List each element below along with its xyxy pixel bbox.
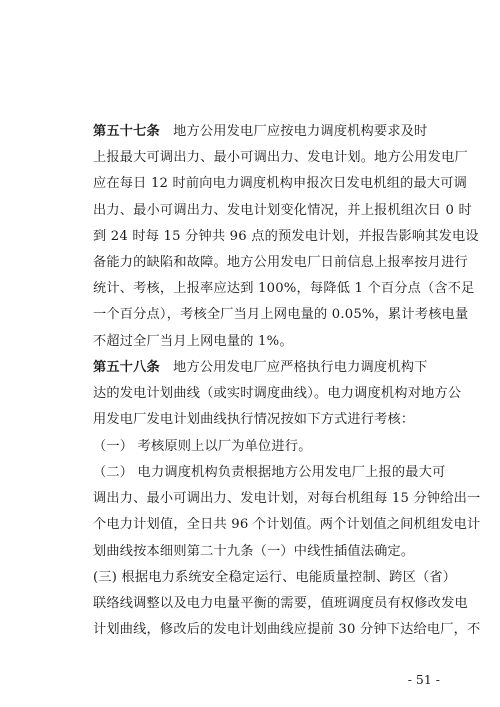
article-57-line-4: 出力、最小可调出力、发电计划变化情况，并上报机组次日 0 时 [93,202,472,218]
article-57-line-7: 统计、考核，上报率应达到 100%，每降低 1 个百分点（含不足 [93,281,475,297]
article-57-line-8: 一个百分点），考核全厂当月上网电量的 0.05%，累计考核电量 [93,307,469,323]
article-57-line-2: 上报最大可调出力、最小可调出力、发电计划。地方公用发电厂 [93,150,468,166]
article-57-line-3: 应在每日 12 时前向电力调度机构申报次日发电机组的最大可调 [93,176,468,192]
article-58-paragraph [93,355,462,434]
item-3-line-3: 计划曲线，修改后的发电计划曲线应提前 30 分钟下达给电厂，不 [93,622,481,638]
article-58-line-3: 用发电厂发电计划曲线执行情况按如下方式进行考核： [93,412,415,428]
page-number: - 51 - [407,672,440,687]
item-2-line-4: 划曲线按本细则第二十九条（一）中线性插值法确定。 [93,543,415,559]
item-1-paragraph [93,434,423,460]
item-2-line-3: 个电力计划值，全日共 96 个计划值。两个计划值之间机组发电计 [93,517,481,533]
item-1-line-1: （一） 考核原则上以厂为单位进行。 [93,439,312,454]
article-58-line-2: 达的发电计划曲线（或实时调度曲线）。电力调度机构对地方公 [93,386,462,402]
article-57-paragraph [93,119,479,355]
item-2-line-1: （二） 电力调度机构负责根据地方公用发电厂上报的最大可 [93,465,446,480]
item-3-line-2: 联络线调整以及电力电量平衡的需要，值班调度员有权修改发电 [93,596,468,612]
item-2-paragraph [93,460,481,565]
article-58-line-1: 地方公用发电厂应严格执行电力调度机构下 [173,360,428,375]
item-3-paragraph [93,565,481,644]
item-2-line-2: 调出力、最小可调出力、发电计划，对每台机组每 15 分钟给出一 [93,491,481,507]
article-57-heading: 第五十七条 [93,124,160,139]
article-57-line-6: 备能力的缺陷和故障。地方公用发电厂日前信息上报率按月进行 [93,255,468,271]
article-57-line-9: 不超过全厂当月上网电量的 1%。 [93,333,293,349]
article-57-line-5: 到 24 时每 15 分钟共 96 点的预发电计划，并报告影响其发电设 [93,228,479,244]
article-58-heading: 第五十八条 [93,360,160,375]
item-3-line-1: (三) 根据电力系统安全稳定运行、电能质量控制、跨区（省） [93,570,457,585]
article-57-line-1: 地方公用发电厂应按电力调度机构要求及时 [173,124,428,139]
